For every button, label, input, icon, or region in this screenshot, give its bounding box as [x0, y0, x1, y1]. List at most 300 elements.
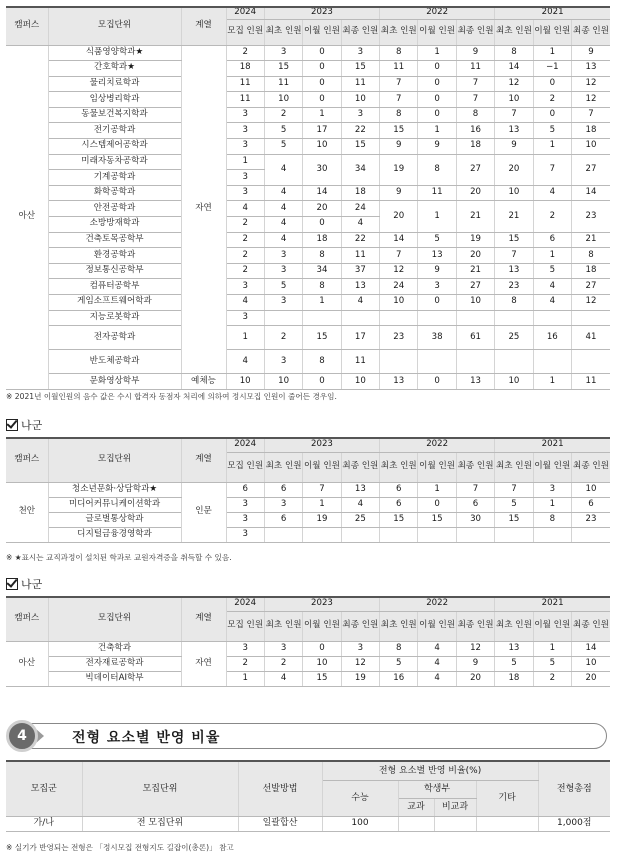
value-cell: 10 [380, 295, 418, 311]
value-cell: 6 [380, 482, 418, 497]
carry-header: 이월 인원 [303, 611, 341, 641]
note-practical: ※ 실기가 반영되는 전형은 「정시모집 전형지도 길잡이(총론)」 참고 [6, 843, 234, 852]
value-cell: 21 [456, 263, 494, 279]
value-cell: 13 [341, 279, 379, 295]
initial-header: 최초 인원 [495, 452, 533, 482]
value-cell: 5 [533, 263, 571, 279]
method-header: 선발방법 [238, 761, 322, 816]
value-cell: 4 [264, 185, 302, 201]
value-cell: 2 [226, 232, 264, 248]
value-cell: 1 [418, 123, 456, 139]
value-cell: 24 [341, 201, 379, 217]
value-cell: 24 [380, 279, 418, 295]
value-cell: 10 [495, 92, 533, 108]
unit-cell: 동물보건복지학과 [48, 107, 181, 123]
value-cell: 12 [456, 641, 494, 656]
value-cell: 7 [533, 154, 571, 185]
value-cell: 1 [226, 671, 264, 686]
unit-cell: 기계공학과 [48, 170, 181, 186]
year-2024-header: 2024 [226, 7, 264, 19]
section-label: 나군 [21, 419, 43, 432]
value-cell: 13 [418, 248, 456, 264]
empty-cell [533, 350, 571, 374]
value-cell: 8 [495, 45, 533, 61]
value-cell: 0 [303, 374, 341, 390]
empty-cell [380, 350, 418, 374]
value-cell: 8 [303, 350, 341, 374]
checkbox-icon [6, 419, 18, 431]
value-cell: 3 [341, 107, 379, 123]
value-cell: 12 [572, 92, 610, 108]
empty-cell [533, 527, 571, 542]
value-cell: 4 [264, 154, 302, 185]
unit-cell: 정보통신공학부 [48, 263, 181, 279]
subject-cell [398, 816, 434, 831]
field-cell: 자연 [181, 641, 226, 686]
final-header: 최종 인원 [341, 611, 379, 641]
value-cell: 11 [341, 76, 379, 92]
value-cell: 1 [303, 497, 341, 512]
value-cell: 4 [226, 295, 264, 311]
value-cell: 0 [418, 61, 456, 77]
value-cell: 7 [495, 482, 533, 497]
value-cell: 13 [341, 482, 379, 497]
value-cell: 21 [456, 201, 494, 232]
value-cell: 8 [380, 107, 418, 123]
unit-cell: 반도체공학과 [48, 350, 181, 374]
year-2023-header: 2023 [264, 438, 379, 452]
ratio-table [6, 760, 610, 832]
suneung-header: 수능 [322, 780, 398, 816]
value-cell: 27 [572, 154, 610, 185]
value-cell: 0 [418, 92, 456, 108]
value-cell: 3 [341, 641, 379, 656]
empty-cell [380, 527, 418, 542]
section-title: 전형 요소별 반영 비율 [72, 730, 221, 746]
value-cell: 16 [456, 123, 494, 139]
value-cell: 6 [264, 482, 302, 497]
value-cell: 2 [533, 201, 571, 232]
value-cell: 5 [418, 232, 456, 248]
value-cell: 3 [226, 123, 264, 139]
total-cell: 1,000점 [538, 816, 610, 831]
campus-header: 캠퍼스 [6, 438, 48, 482]
unit-cell: 청소년문화·상담학과★ [48, 482, 181, 497]
value-cell: 16 [380, 671, 418, 686]
value-cell: 18 [572, 263, 610, 279]
value-cell: 3 [418, 279, 456, 295]
value-cell: 3 [264, 263, 302, 279]
value-cell: 11 [456, 61, 494, 77]
nonsubject-cell [434, 816, 476, 831]
value-cell: 1 [303, 295, 341, 311]
initial-header: 최초 인원 [380, 452, 418, 482]
value-cell: 2 [533, 92, 571, 108]
value-cell: 6 [456, 497, 494, 512]
unit-cell: 건축학과 [48, 641, 181, 656]
ratio-header: 전형 요소별 반영 비율(%) [322, 761, 538, 780]
value-cell: 4 [226, 201, 264, 217]
record-header: 학생부 [398, 780, 476, 798]
etc-cell [476, 816, 538, 831]
value-cell: 3 [226, 107, 264, 123]
final-header: 최종 인원 [456, 611, 494, 641]
value-cell: 15 [303, 671, 341, 686]
note-teaching-course: ※ ★표시는 교직과정이 설치된 학과로 교원자격증을 취득할 수 있음. [6, 553, 232, 562]
value-cell: 4 [226, 350, 264, 374]
value-cell: 11 [226, 92, 264, 108]
value-cell: 7 [380, 92, 418, 108]
value-cell: 30 [456, 512, 494, 527]
value-cell: 3 [264, 497, 302, 512]
value-cell: 15 [418, 512, 456, 527]
value-cell: 2 [226, 248, 264, 264]
value-cell: 9 [380, 139, 418, 155]
value-cell: 8 [303, 279, 341, 295]
empty-cell [495, 350, 533, 374]
value-cell: 6 [226, 482, 264, 497]
unit-cell: 컴퓨터공학부 [48, 279, 181, 295]
nonsubject-header: 비교과 [434, 798, 476, 816]
year-2021-header: 2021 [495, 7, 610, 19]
section-na-group [6, 576, 42, 592]
value-cell: 14 [572, 185, 610, 201]
value-cell: 0 [533, 76, 571, 92]
value-cell: 3 [533, 482, 571, 497]
initial-header: 최초 인원 [264, 611, 302, 641]
value-cell: 25 [495, 326, 533, 350]
unit-header: 모집단위 [48, 438, 181, 482]
value-cell: 22 [341, 123, 379, 139]
value-cell: 3 [226, 185, 264, 201]
field-header: 계열 [181, 7, 226, 45]
value-cell: 2 [264, 107, 302, 123]
value-cell: 8 [456, 107, 494, 123]
value-cell: 1 [418, 482, 456, 497]
value-cell: 34 [341, 154, 379, 185]
value-cell: 5 [495, 656, 533, 671]
value-cell: 20 [495, 154, 533, 185]
value-cell: 20 [380, 201, 418, 232]
note-negative-carryover: ※ 2021년 이월인원의 음수 값은 수시 합격자 동점자 처리에 의하여 정시모집 인원이 줄어든 경우임. [6, 392, 337, 401]
value-cell: 4 [533, 279, 571, 295]
value-cell: 3 [264, 45, 302, 61]
value-cell: 1 [533, 139, 571, 155]
initial-header: 최초 인원 [380, 19, 418, 45]
value-cell: 4 [418, 671, 456, 686]
year-2022-header: 2022 [380, 438, 495, 452]
value-cell: 19 [380, 154, 418, 185]
unit-cell: 빅데이터AI학부 [48, 671, 181, 686]
final-header: 최종 인원 [572, 611, 610, 641]
field-cell: 인문 [181, 482, 226, 542]
value-cell: 5 [264, 139, 302, 155]
field-header: 계열 [181, 597, 226, 641]
value-cell: 12 [380, 263, 418, 279]
value-cell: 11 [572, 374, 610, 390]
value-cell: 2 [226, 217, 264, 233]
final-header: 최종 인원 [341, 452, 379, 482]
final-header: 최종 인원 [341, 19, 379, 45]
value-cell: 4 [264, 217, 302, 233]
value-cell: 17 [303, 123, 341, 139]
value-cell: 3 [226, 512, 264, 527]
year-2023-header: 2023 [264, 7, 379, 19]
value-cell: 13 [495, 641, 533, 656]
value-cell: 7 [303, 482, 341, 497]
value-cell: −1 [533, 61, 571, 77]
unit-cell: 전자공학과 [48, 326, 181, 350]
value-cell: 20 [456, 671, 494, 686]
value-cell: 0 [303, 76, 341, 92]
unit-cell: 디지털금융경영학과 [48, 527, 181, 542]
value-cell: 4 [533, 185, 571, 201]
value-cell: 41 [572, 326, 610, 350]
value-cell: 19 [341, 671, 379, 686]
initial-header: 최초 인원 [495, 611, 533, 641]
value-cell: 14 [495, 61, 533, 77]
value-cell: 16 [533, 326, 571, 350]
carry-header: 이월 인원 [303, 19, 341, 45]
value-cell: 14 [303, 185, 341, 201]
section-number-badge: 4 [6, 720, 38, 752]
carry-header: 이월 인원 [418, 452, 456, 482]
value-cell: 18 [456, 139, 494, 155]
value-cell: 0 [303, 641, 341, 656]
value-cell: 18 [572, 123, 610, 139]
unit-cell: 안전공학과 [48, 201, 181, 217]
unit-header: 모집단위 [48, 7, 181, 45]
value-cell: 4 [264, 201, 302, 217]
unit-cell: 전 모집단위 [82, 816, 238, 831]
value-cell: 18 [226, 61, 264, 77]
value-cell: 1 [533, 374, 571, 390]
value-cell: 1 [533, 641, 571, 656]
year-2021-header: 2021 [495, 597, 610, 611]
value-cell: 9 [380, 185, 418, 201]
carry-header: 이월 인원 [533, 611, 571, 641]
value-cell: 10 [303, 139, 341, 155]
value-cell: 9 [495, 139, 533, 155]
carry-header: 이월 인원 [303, 452, 341, 482]
value-cell: 12 [495, 76, 533, 92]
empty-cell [264, 310, 302, 326]
value-cell: 3 [264, 248, 302, 264]
value-cell: 7 [380, 76, 418, 92]
value-cell: 8 [572, 248, 610, 264]
value-cell: 1 [533, 248, 571, 264]
group-header: 모집군 [6, 761, 82, 816]
recruit-header: 모집 인원 [226, 19, 264, 45]
value-cell: 21 [572, 232, 610, 248]
empty-cell [303, 527, 341, 542]
value-cell: 0 [303, 61, 341, 77]
value-cell: 9 [418, 263, 456, 279]
value-cell: 3 [226, 279, 264, 295]
empty-cell [418, 527, 456, 542]
empty-cell [264, 527, 302, 542]
section-na-group [6, 417, 42, 433]
section-label: 나군 [21, 578, 43, 591]
value-cell: 1 [226, 154, 264, 170]
unit-cell: 전기공학과 [48, 123, 181, 139]
year-2022-header: 2022 [380, 7, 495, 19]
empty-cell [572, 310, 610, 326]
value-cell: 3 [226, 527, 264, 542]
value-cell: 8 [533, 512, 571, 527]
value-cell: 5 [495, 497, 533, 512]
value-cell: 13 [495, 263, 533, 279]
subject-header: 교과 [398, 798, 434, 816]
admissions-table-cheonan [6, 437, 610, 543]
value-cell: 38 [418, 326, 456, 350]
value-cell: 2 [226, 656, 264, 671]
value-cell: 7 [456, 482, 494, 497]
value-cell: 13 [495, 123, 533, 139]
value-cell: 8 [380, 641, 418, 656]
value-cell: 2 [226, 263, 264, 279]
value-cell: 13 [380, 374, 418, 390]
value-cell: 20 [303, 201, 341, 217]
year-2024-header: 2024 [226, 597, 264, 611]
value-cell: 8 [495, 295, 533, 311]
value-cell: 17 [341, 326, 379, 350]
carry-header: 이월 인원 [418, 611, 456, 641]
unit-cell: 화학공학과 [48, 185, 181, 201]
value-cell: 25 [341, 512, 379, 527]
value-cell: 3 [264, 641, 302, 656]
value-cell: 13 [572, 61, 610, 77]
value-cell: 61 [456, 326, 494, 350]
recruit-header: 모집 인원 [226, 611, 264, 641]
value-cell: 11 [226, 76, 264, 92]
value-cell: 4 [264, 232, 302, 248]
initial-header: 최초 인원 [264, 19, 302, 45]
value-cell: 30 [303, 154, 341, 185]
value-cell: 1 [303, 107, 341, 123]
value-cell: 8 [418, 154, 456, 185]
value-cell: 37 [341, 263, 379, 279]
group-cell: 가/나 [6, 816, 82, 831]
suneung-cell: 100 [322, 816, 398, 831]
value-cell: 0 [303, 45, 341, 61]
unit-cell: 건축토목공학부 [48, 232, 181, 248]
value-cell: 5 [533, 123, 571, 139]
value-cell: 4 [341, 295, 379, 311]
value-cell: 10 [572, 656, 610, 671]
value-cell: 11 [418, 185, 456, 201]
value-cell: 1 [533, 497, 571, 512]
value-cell: 10 [226, 374, 264, 390]
empty-cell [533, 310, 571, 326]
value-cell: 6 [264, 512, 302, 527]
value-cell: 23 [495, 279, 533, 295]
value-cell: 23 [572, 201, 610, 232]
empty-cell [572, 527, 610, 542]
value-cell: 3 [226, 139, 264, 155]
recruit-header: 모집 인원 [226, 452, 264, 482]
section-4-banner [6, 720, 607, 752]
value-cell: 1 [533, 45, 571, 61]
value-cell: 15 [380, 123, 418, 139]
value-cell: 21 [495, 201, 533, 232]
unit-cell: 물리치료학과 [48, 76, 181, 92]
value-cell: 15 [303, 326, 341, 350]
unit-cell: 지능로봇학과 [48, 310, 181, 326]
unit-cell: 문화영상학부 [48, 374, 181, 390]
value-cell: 15 [341, 61, 379, 77]
value-cell: 3 [226, 497, 264, 512]
value-cell: 4 [341, 497, 379, 512]
value-cell: 15 [264, 61, 302, 77]
value-cell: 4 [264, 671, 302, 686]
unit-cell: 미디어커뮤니케이션학과 [48, 497, 181, 512]
value-cell: 0 [418, 295, 456, 311]
value-cell: 3 [341, 45, 379, 61]
value-cell: 7 [380, 248, 418, 264]
value-cell: 20 [456, 185, 494, 201]
field-cell: 자연 [181, 45, 226, 374]
value-cell: 1 [418, 45, 456, 61]
value-cell: 11 [341, 248, 379, 264]
initial-header: 최초 인원 [380, 611, 418, 641]
value-cell: 10 [264, 374, 302, 390]
value-cell: 12 [572, 76, 610, 92]
value-cell: 10 [303, 656, 341, 671]
value-cell: 8 [380, 45, 418, 61]
value-cell: 20 [572, 671, 610, 686]
value-cell: 12 [572, 295, 610, 311]
unit-header: 모집단위 [48, 597, 181, 641]
value-cell: 0 [418, 497, 456, 512]
value-cell: 10 [264, 92, 302, 108]
unit-cell: 미래자동차공학과 [48, 154, 181, 170]
empty-cell [341, 527, 379, 542]
year-2023-header: 2023 [264, 597, 379, 611]
value-cell: 7 [456, 92, 494, 108]
value-cell: 7 [495, 248, 533, 264]
campus-cell: 아산 [6, 641, 48, 686]
value-cell: 13 [456, 374, 494, 390]
value-cell: 14 [380, 232, 418, 248]
empty-cell [456, 527, 494, 542]
carry-header: 이월 인원 [418, 19, 456, 45]
year-2024-header: 2024 [226, 438, 264, 452]
final-header: 최종 인원 [456, 19, 494, 45]
value-cell: 5 [380, 656, 418, 671]
value-cell: 27 [572, 279, 610, 295]
field-cell: 예체능 [181, 374, 226, 390]
value-cell: 10 [572, 139, 610, 155]
value-cell: 11 [341, 350, 379, 374]
value-cell: 5 [264, 279, 302, 295]
value-cell: 2 [533, 671, 571, 686]
carry-header: 이월 인원 [533, 19, 571, 45]
value-cell: 6 [533, 232, 571, 248]
value-cell: 0 [418, 76, 456, 92]
unit-cell: 식품영양학과★ [48, 45, 181, 61]
value-cell: 1 [418, 201, 456, 232]
campus-header: 캠퍼스 [6, 597, 48, 641]
value-cell: 3 [226, 310, 264, 326]
campus-header: 캠퍼스 [6, 7, 48, 45]
value-cell: 5 [264, 123, 302, 139]
initial-header: 최초 인원 [264, 452, 302, 482]
empty-cell [456, 350, 494, 374]
campus-cell: 천안 [6, 482, 48, 542]
value-cell: 4 [341, 217, 379, 233]
value-cell: 18 [495, 671, 533, 686]
